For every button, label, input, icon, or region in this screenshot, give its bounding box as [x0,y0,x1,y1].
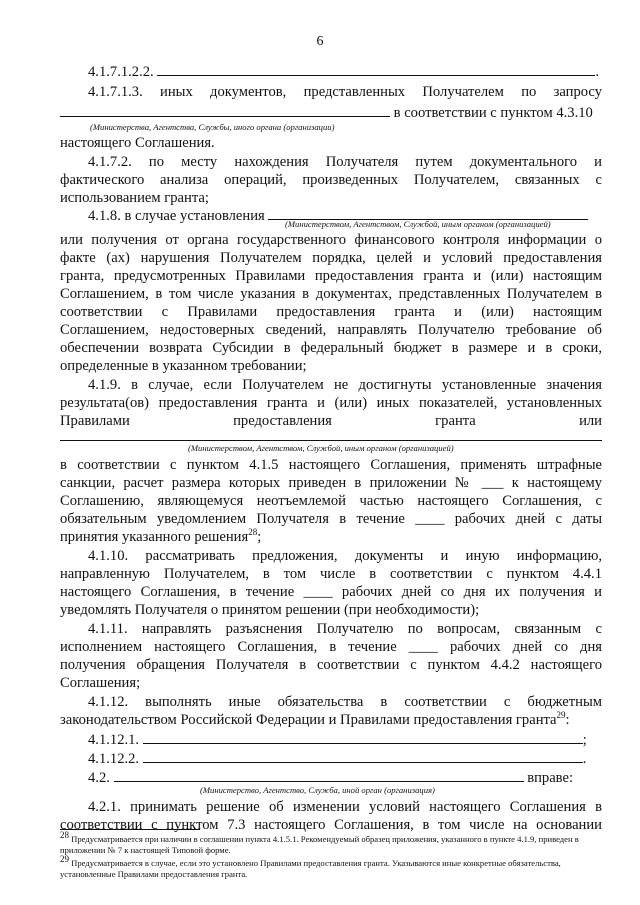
text-line: 4.1.7.1.3. иных документов, представленных Получателем по запросу [88,84,602,100]
blank-line [157,63,595,76]
text-line: 4.1.10. рассматривать предложения, документы и иную информацию, [88,548,602,564]
text-line: фактического анализа операций, произведенных Получателем, связанных с [60,172,602,188]
blank-line [60,440,602,441]
footnote-separator [60,829,200,830]
text-line: санкции, расчет размера которых приведен в приложении № ___ к настоящему [60,475,602,491]
clause-4-1-8: 4.1.8. в случае установления [88,207,588,225]
text-line: соответствии с пунктом 7.3 настоящего Соглашения, в том числе на основании [60,817,602,833]
field-caption: (Министерством, Агентством, Службой, иным органом (организацией) [188,443,454,453]
text-line: соответствии с Правилами предоставления гранта и (или) настоящим [60,304,602,320]
footnote-ref: 28 [248,527,258,538]
clause-4-2: 4.2. вправе: [88,770,574,786]
text-line: Соглашением, недостоверных сведений, направлять Получателю требование об [60,322,602,338]
text-line: направленную Получателем, в том числе в соответствии с пунктом 4.4.1 [60,566,602,582]
text-line: законодательством Российской Федерации и Правилами предоставления гранта$^{29}$: [60,710,570,728]
footnote-ref: 29 [556,710,566,721]
text-line: использованием гранта; [60,190,209,206]
text-line: факте (ах) нарушения Получателем порядка, целей и условий предоставления [60,250,602,266]
blank-line [114,769,524,782]
text-line: Соглашения; [60,675,141,691]
text-line: результата(ов) предоставления гранта и (или) иных показателей, установленных [60,395,602,411]
blank-line [60,104,390,117]
clause-4-1-12-1: 4.1.12.1. ; [88,732,587,748]
text-line: исполнением настоящего Соглашения, в течение ____ рабочих дней со дня [60,639,602,655]
footnote-28: $^{28}$ Предусматривается при наличии в соглашении пункта 4.1.5.1. Рекомендуемый образец приложения, указанного в пункте 4.1.9, приведен в приложении № 7 к настоящей Типовой форме. [60,830,579,855]
text-line: обеспечении возврата Субсидии в федеральный бюджет в размере и в сроки, [60,340,602,356]
text-line: принятия указанного решения$^{28}$; [60,527,262,545]
text-line: настоящего Соглашения, в течение ____ рабочих дней со дня их получения и [60,584,602,600]
text-line: Правилами предоставления гранта или [60,413,602,429]
field-caption: (Министерством, Агентством, Службой, иным органом (организацией) [285,219,551,229]
text-line: 4.1.12. выполнять иные обязательства в соответствии с бюджетным [88,694,602,710]
clause-4-1-7-1-2-2: 4.1.7.1.2.2. . [88,64,599,80]
text-line: настоящего Соглашения. [60,135,215,151]
text-line: гранта, предусмотренных Правилами предоставления гранта и (или) настоящим [60,268,602,284]
text-line: определенные в указанном требовании; [60,358,307,374]
text-line: обязательным уведомлением Получателя в течение ____ рабочих дней с даты [60,511,602,527]
field-caption: (Министерство, Агентство, Служба, иной орган (организация) [200,785,435,795]
text-line: получения обращения Получателя в соответствии с пунктом 4.4.2 настоящего [60,657,602,673]
field-caption: (Министерства, Агентства, Службы, иного органа (организации) [90,122,335,132]
text-line: 4.2.1. принимать решение об изменении условий настоящего Соглашения в [88,799,602,815]
text-line: 4.1.11. направлять разъяснения Получателю по вопросам, связанным с [88,621,602,637]
clause-4-1-12-2: 4.1.12.2. . [88,751,587,767]
text-line: 4.1.9. в случае, если Получателем не достигнуты установленные значения [88,377,602,393]
text-line: или получения от органа государственного финансового контроля информации о [60,232,602,248]
blank-line [143,750,583,763]
page-number: 6 [316,34,324,49]
text-line: уведомлять Получателя о принятом решении (при необходимости); [60,602,480,618]
text-line: Соглашением, в том числе указания в документах, представленных Получателем в [60,286,602,302]
text-line: 4.1.7.2. по месту нахождения Получателя путем документального и [88,154,602,170]
text-line: Соглашению, являющемуся неотъемлемой частью настоящего Соглашения, с [60,493,602,509]
text-line: в соответствии с пунктом 4.1.5 настоящего Соглашения, применять штрафные [60,457,602,473]
clause-number: 4.1.7.1.2.2. [88,64,154,80]
text-line: в соответствии с пунктом 4.3.10 [60,104,593,122]
blank-line [143,731,583,744]
footnote-29: $^{29}$ Предусматривается в случае, если это установлено Правилами предоставления гранта. Указываются иные конкретные обязательства, установленные Правилами предоставления гранта. [60,854,561,879]
